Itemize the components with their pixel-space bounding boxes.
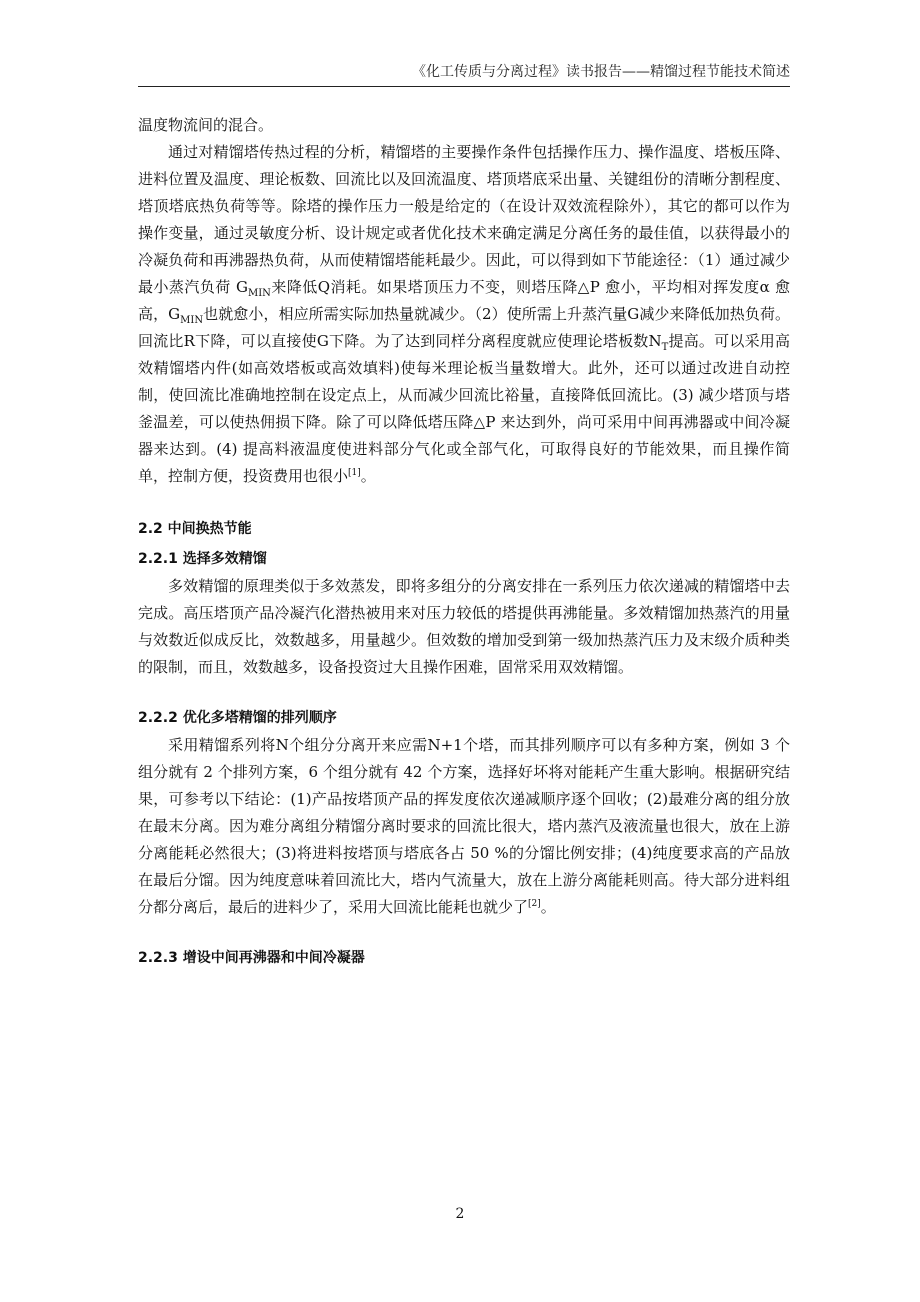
paragraph-multi-effect: 多效精馏的原理类似于多效蒸发，即将多组分的分离安排在一系列压力依次递减的精馏塔中去完成。高压塔顶产品冷凝汽化潜热被用来对压力较低的塔提供再沸能量。多效精馏加热蒸汽的用量与效数近似成反比，效数越多，用量越少。但效数的增加受到第一级加热蒸汽压力及末级介质种类的限制，而且，效数越多，设备投资过大且操作困难，固常采用双效精馏。 xyxy=(138,577,790,676)
subscript: T xyxy=(661,342,669,353)
running-header: 《化工传质与分离过程》读书报告——精馏过程节能技术简述 xyxy=(412,64,790,80)
text-run: 。 xyxy=(360,467,376,485)
page-number: 2 xyxy=(455,1206,465,1222)
section-heading-2-2-3: 2.2.3 增设中间再沸器和中间冷凝器 xyxy=(138,950,365,966)
section-heading-2-2-1: 2.2.1 选择多效精馏 xyxy=(138,551,267,567)
text-run: 通过对精馏塔传热过程的分析，精馏塔的主要操作条件包括操作压力、操作温度、塔板压降、进料位置及温度、理论板数、回流比以及回流温度、塔顶塔底采出量、关键组份的清晰分割程度、塔顶塔底热负荷等等。除塔的操作压力一般是给定的（在设计双效流程除外），其它的都可以作为操作变量，通过灵敏度分析、设计规定或者优化技术来确定满足分离任务的最佳值，以获得最小的冷凝负荷和再沸器热负荷，从而使精馏塔能耗最少。因此，可以得到如下节能途径：（1）通过减少最小蒸汽负荷 G xyxy=(138,143,790,296)
subscript: MIN xyxy=(247,288,271,299)
subscript: MIN xyxy=(180,315,204,326)
header-rule xyxy=(138,86,790,87)
citation-ref: [2] xyxy=(528,899,541,909)
text-run: 提高。可以采用高效精馏塔内件(如高效塔板或高效填料)使每米理论板当量数增大。此外，还可以通过改进自动控制，使回流比准确地控制在设定点上，从而减少回流比裕量，直接降低回流比。(3) 减少塔顶与塔釜温差，可以使热佣损下降。除了可以降低塔压降△P 来达到外，尚可采用中间再沸器或中间冷凝器来达到。(4) 提高料液温度使进料部分气化或全部气化，可取得良好的节能效果，而且操作简单，控制方便，投资费用也很小 xyxy=(138,332,790,485)
paragraph-column-sequence xyxy=(138,732,790,921)
text-run: 来降低Q消耗。如果塔顶压力不变，则塔压降△P 愈小，平均相对挥发度α 愈高，G xyxy=(138,278,790,323)
section-heading-2-2-2: 2.2.2 优化多塔精馏的排列顺序 xyxy=(138,710,337,726)
text-run: 采用精馏系列将N个组分分离开来应需N+1个塔，而其排列顺序可以有多种方案，例如 3 个组分就有 2 个排列方案，6 个组分就有 42 个方案，选择好坏将对能耗产生重大影响。根据研究结果，可参考以下结论：(1)产品按塔顶产品的挥发度依次递减顺序逐个回收；(2)最难分离的组分放在最末分离。因为难分离组分精馏分离时要求的回流比很大，塔内蒸汽及液流量也很大，放在上游分离能耗必然很大；(3)将进料按塔顶与塔底各占 50 %的分馏比例安排；(4)纯度要求高的产品放在最后分馏。因为纯度意味着回流比大，塔内气流量大，放在上游分离能耗则高。待大部分进料组分都分离后，最后的进料少了，采用大回流比能耗也就少了 xyxy=(138,736,790,916)
text-run: 。 xyxy=(540,898,556,916)
text-run: 也就愈小，相应所需实际加热量就减少。（2）使所需上升蒸汽量G减少来降低加热负荷。回流比R下降，可以直接使G下降。为了达到同样分离程度就应使理论塔板数N xyxy=(138,305,791,350)
page-body xyxy=(138,112,790,972)
citation-ref: [1] xyxy=(348,468,361,478)
section-heading-2-2: 2.2 中间换热节能 xyxy=(138,521,252,537)
paragraph-energy-saving-routes xyxy=(138,139,790,490)
continuation-paragraph: 温度物流间的混合。 xyxy=(138,116,274,134)
